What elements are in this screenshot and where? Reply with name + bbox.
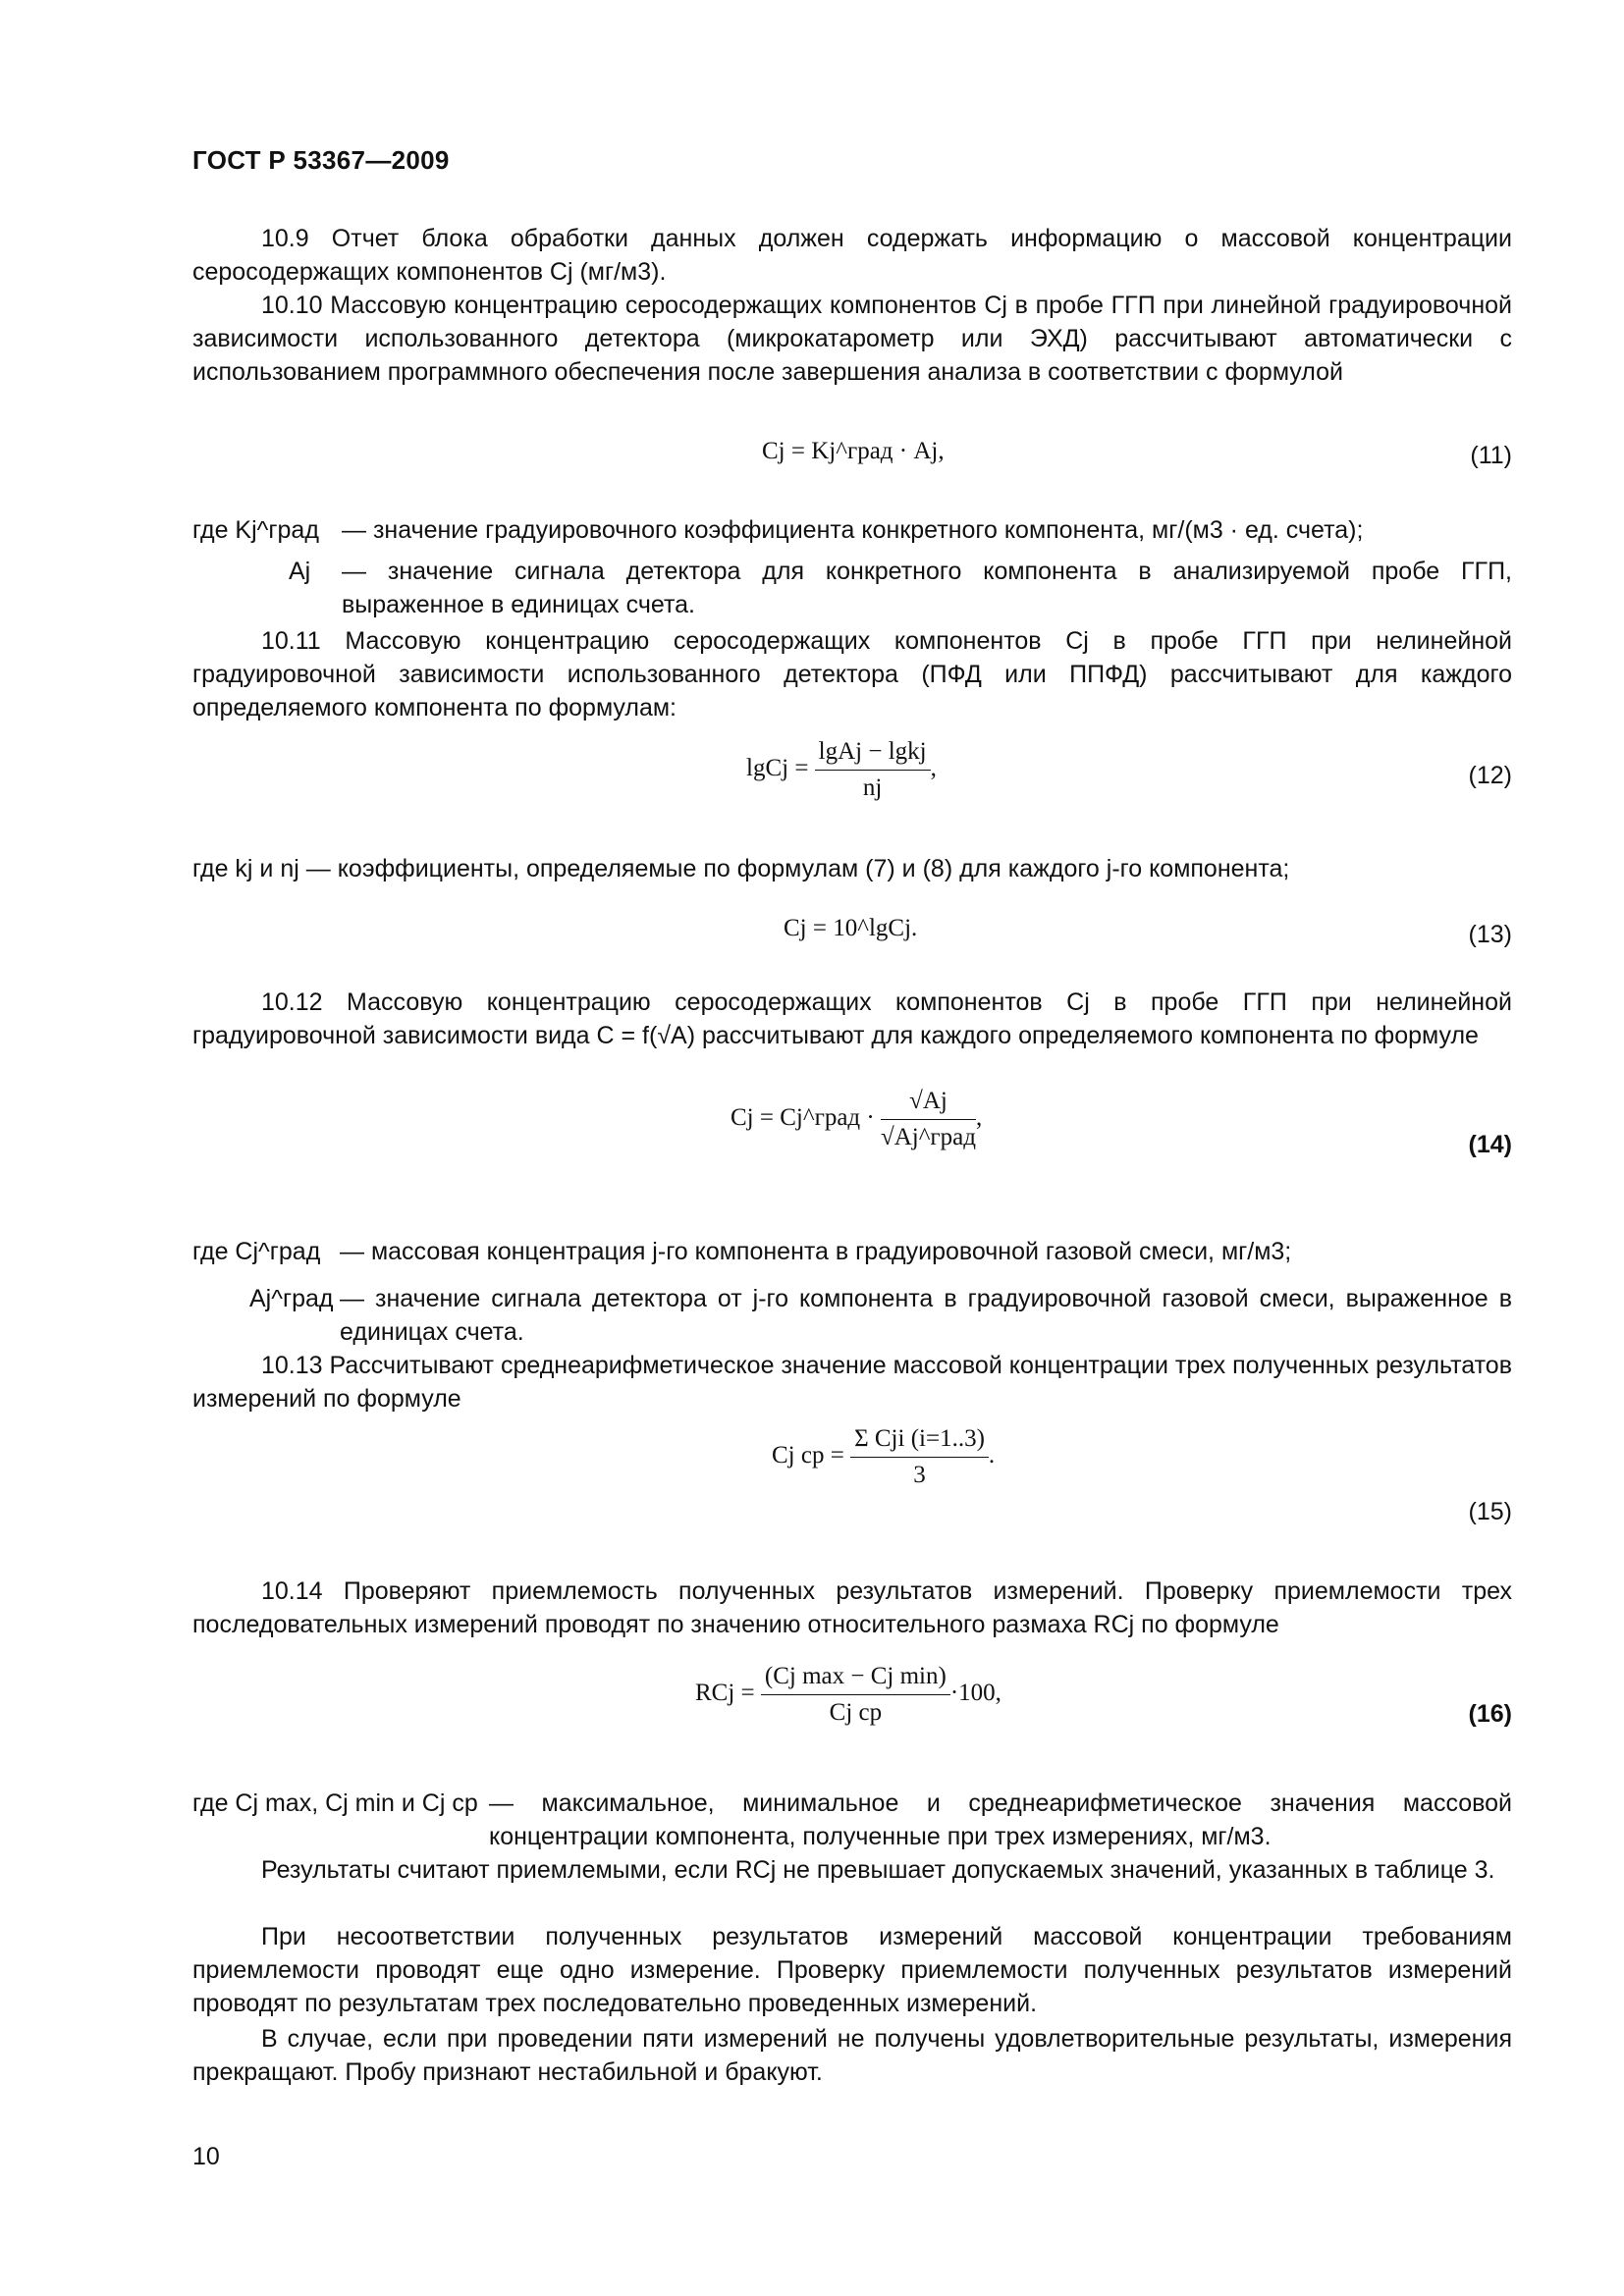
formula-16-tail: ·100, xyxy=(949,1680,1001,1707)
formula-15 xyxy=(772,1425,995,1489)
where-symbol-a: Aj xyxy=(289,558,311,585)
paragraph-10-14: 10.14 Проверяют приемлемость полученных результатов измерений. Проверку приемлемости трех последовательных измерений проводят по значению относительного размаха RCj по формуле xyxy=(192,1577,1512,1638)
paragraph-mismatch: При несоответствии полученных результатов измерений массовой концентрации требованиям приемлемости проводят еще одно измерение. Проверку приемлемости полученных результатов измерений проводят по результатам трех последовательно проведенных измерений. xyxy=(192,1923,1512,2017)
formula-15-denominator: 3 xyxy=(913,1462,926,1488)
where-symbol-c-grad: где Cj^град xyxy=(192,1238,321,1265)
page-number: 10 xyxy=(192,2143,220,2170)
paragraph-10-9: 10.9 Отчет блока обработки данных должен содержать информацию о массовой концентрации серосодержащих компонентов Cj (мг/м3). xyxy=(192,225,1512,286)
formula-12-numerator: lgAj − lgkj xyxy=(815,738,931,771)
formula-15-numerator: Σ Cji (i=1..3) xyxy=(850,1425,989,1458)
formula-14-lhs: Cj = Cj^град · xyxy=(731,1104,875,1132)
formula-number-12: (12) xyxy=(1468,762,1512,789)
formula-14-numerator: √Aj xyxy=(881,1088,976,1120)
formula-16-denominator: Cj ср xyxy=(829,1699,883,1726)
where-symbol-a-grad: Aj^град xyxy=(249,1285,334,1312)
formula-12 xyxy=(746,738,937,802)
paragraph-five-measurements: В случае, если при проведении пяти измерений не получены удовлетворительные результаты, измерения прекращают. Пробу признают нестабильной и бракуют. xyxy=(192,2025,1512,2086)
formula-number-11: (11) xyxy=(1470,442,1512,469)
formula-14 xyxy=(731,1088,982,1151)
formula-15-tail: . xyxy=(988,1442,996,1469)
formula-15-lhs: Cj ср = xyxy=(772,1442,844,1469)
paragraph-10-11: 10.11 Массовую концентрацию серосодержащих компонентов Cj в пробе ГГП при нелинейной градуировочной зависимости использованного детектора (ПФД или ППФД) рассчитывают для каждого определяемого компонента по формулам: xyxy=(192,627,1512,721)
paragraph-10-10: 10.10 Массовую концентрацию серосодержащих компонентов Cj в пробе ГГП при линейной градуировочной зависимости использованного детектора (микрокатарометр или ЭХД) рассчитывают автоматически с использованием программного обеспечения после завершения анализа в соответствии с формулой xyxy=(192,292,1512,386)
formula-12-tail: , xyxy=(930,755,937,782)
where-text-c-range: — максимальное, минимальное и среднеарифметическое значения массовой концентрации компонента, полученные при трех измерениях, мг/м3. xyxy=(489,1789,1512,1850)
formula-number-15: (15) xyxy=(1468,1498,1512,1525)
standard-header: ГОСТ Р 53367—2009 xyxy=(192,145,450,175)
formula-12-denominator: nj xyxy=(862,774,883,801)
where-symbol-k: где Kj^град xyxy=(192,516,319,544)
formula-14-tail: , xyxy=(976,1104,983,1132)
formula-number-14: (14) xyxy=(1468,1131,1512,1158)
formula-number-13: (13) xyxy=(1468,921,1512,948)
formula-12-lhs: lgCj = xyxy=(746,755,809,782)
formula-16 xyxy=(695,1663,1001,1727)
where-text-a-grad: — значение сигнала детектора от j-го компонента в градуировочной газовой смеси, выраженное в единицах счета. xyxy=(340,1285,1512,1346)
formula-16-fraction xyxy=(761,1663,950,1727)
where-12: где kj и nj — коэффициенты, определяемые по формулам (7) и (8) для каждого j-го компонента; xyxy=(192,855,1290,882)
where-text-c-grad: — массовая концентрация j-го компонента в градуировочной газовой смеси, мг/м3; xyxy=(340,1238,1292,1265)
formula-number-16: (16) xyxy=(1468,1700,1512,1728)
formula-13: Cj = 10^lgCj. xyxy=(784,915,918,941)
paragraph-result: Результаты считают приемлемыми, если RCj не превышает допускаемых значений, указанных в таблице 3. xyxy=(261,1856,1495,1884)
formula-16-lhs: RCj = xyxy=(695,1680,755,1707)
where-text-a: — значение сигнала детектора для конкретного компонента в анализируемой пробе ГГП, выраженное в единицах счета. xyxy=(342,558,1512,618)
formula-12-fraction xyxy=(815,738,931,802)
formula-16-numerator: (Cj max − Cj min) xyxy=(761,1663,950,1695)
formula-11: Cj = Kj^град · Aj, xyxy=(762,438,945,464)
formula-14-fraction xyxy=(881,1088,976,1151)
paragraph-10-12: 10.12 Массовую концентрацию серосодержащих компонентов Cj в пробе ГГП при нелинейной градуировочной зависимости вида C = f(√A) рассчитывают для каждого определяемого компонента по формуле xyxy=(192,988,1512,1049)
where-text-k: — значение градуировочного коэффициента конкретного компонента, мг/(м3 · ед. счета); xyxy=(342,516,1364,544)
formula-15-fraction xyxy=(850,1425,989,1489)
formula-14-denominator: √Aj^град xyxy=(880,1124,976,1150)
paragraph-10-13: 10.13 Рассчитывают среднеарифметическое значение массовой концентрации трех полученных результатов измерений по формуле xyxy=(192,1352,1512,1413)
where-symbol-c-range: где Cj max, Cj min и Cj ср xyxy=(192,1789,478,1817)
